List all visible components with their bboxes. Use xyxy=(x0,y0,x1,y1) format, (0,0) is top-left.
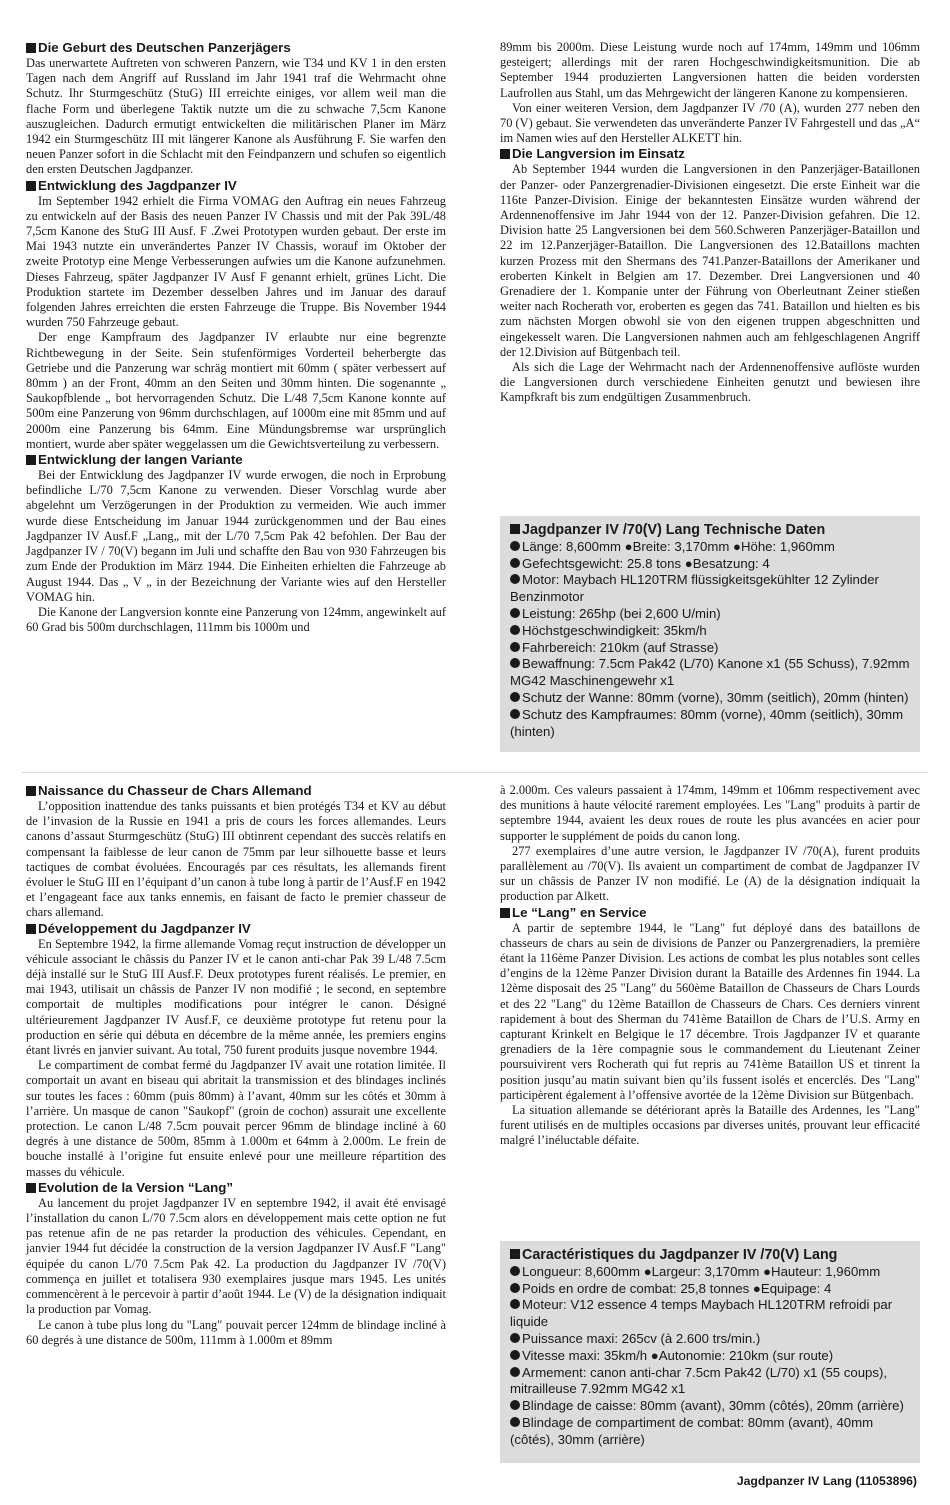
spec-title: Jagdpanzer IV /70(V) Lang Technische Daten xyxy=(510,522,910,539)
paragraph: Ab September 1944 wurden die Langversionen in den Panzerjäger-Bataillonen der Panzer- oder Panzergrenadier-Divisionen eingesetzt. Die erste Einheit war die 116te Panzer-Division. Einige der bekanntesten Einsätze wurden während der Ardennenoffensive im Jahr 1944 von der 12. Panzer-Division gefahren. Die 12. Division hatte 25 Langversionen bei dem 560.Schweren Panzerjäger-Bataillon und 22 im 12.Panzerjäger-Bataillon. Die Langversionen des 12.Bataillons machten kurzen Prozess mit den Shermans des 741.Panzer-Bataillons der Amerikaner und eroberten Kinkelt in Belgien am 17. Dezember. Drei Langversionen und 40 Grenadiere der 1. Kompanie unter der Führung von Oberleutnant Zeiner stießen weiter nach Rocherath vor, eroberten es gegen das 741. Bataillon und hielten es bis zum nächsten Morgen obwohl sie von den eigenen truppen abgeschnitten und eingekesselt waren. Die Langversionen nahmen auch am fehlgeschlagenen Angriff der 12.Division auf Bütgenbach teil. xyxy=(500,162,920,359)
footer-caption: Jagdpanzer IV Lang (11053896) xyxy=(736,1474,917,1488)
bullet-icon xyxy=(510,1299,520,1309)
spec-row: Poids en ordre de combat: 25,8 tonnes ●Equipage: 4 xyxy=(510,1281,910,1298)
spec-row: Armement: canon anti-char 7.5cm Pak42 (L/70) x1 (55 coups), mitrailleuse 7.92mm MG42 x1 xyxy=(510,1364,888,1397)
spec-row: Leistung: 265hp (bei 2,600 U/min) xyxy=(510,606,910,623)
spec-row: Schutz des Kampfraumes: 80mm (vorne), 40mm (seitlich), 30mm (hinten) xyxy=(510,706,904,739)
bullet-icon xyxy=(510,1367,520,1377)
heading-square-icon xyxy=(26,1183,36,1193)
paragraph: En Septembre 1942, la firme allemande Vomag reçut instruction de développer un véhicule associant le châssis du Panzer IV et le canon anti-char Pak 39 L/48 7.5cm déjà installé sur le StuG III Ausf.F. Deux prototypes furent réalisés. Le premier, en mai 1943, utilisait un châssis de Panzer IV non modifié ; le second, en septembre comportait de multiples modifications pour intégrer le canon. Désigné ultérieurement Jagdpanzer IV Ausf.F, ce deuxième prototype fut retenu pour la production en série qui débuta en décembre de la même année, les premiers engins étant livrés en janvier suivant. Au total, 750 furent produits jusque novembre 1944. xyxy=(26,936,446,1058)
paragraph: Als sich die Lage der Wehrmacht nach der Ardennenoffensive auflöste wurden die Langversionen durch verschiedene Einheiten genutzt und bewiesen ihre Kampfkraft bis zum endgültigen Zusammenbruch. xyxy=(500,360,920,405)
bullet-icon xyxy=(510,558,520,568)
bullet-icon xyxy=(510,1400,520,1410)
spec-row: Fahrbereich: 210km (auf Strasse) xyxy=(510,640,910,657)
heading-square-icon xyxy=(26,786,36,796)
heading-development-jagdpanzer-iv: Entwicklung des Jagdpanzer IV xyxy=(26,178,446,194)
spec-row: Höchstgeschwindigkeit: 35km/h xyxy=(510,623,910,640)
bullet-icon xyxy=(510,658,520,668)
french-column-left xyxy=(26,783,446,1348)
spec-row: Moteur: V12 essence 4 temps Maybach HL120TRM refroidi par liquide xyxy=(510,1297,893,1330)
bullet-icon xyxy=(510,692,520,702)
heading-birth-of-tank-hunter: Naissance du Chasseur de Chars Allemand xyxy=(26,783,446,799)
heading-square-icon xyxy=(26,181,36,191)
heading-square-icon xyxy=(26,43,36,53)
paragraph: Au lancement du projet Jagdpanzer IV en septembre 1942, il avait été envisagé l’installation du canon L/70 7.5cm alors en développement mais cette option ne fut pas retenue afin de ne pas retarder la production des véhicules. Cependant, en janvier 1944 fut décidée la construction de la version Jagdpanzer IV Ausf.F "Lang" équipée du canon L/70 7.5cm Pak 42. La production du Jagdpanzer IV /70(V) commença en juillet et totalisera 930 exemplaires jusque mars 1945. Les unités commencèrent à le percevoir à partir d’août 1944. Le (V) de la désignation indiquait la production par Vomag. xyxy=(26,1195,446,1317)
paragraph: A partir de septembre 1944, le "Lang" fut déployé dans des bataillons de chasseurs de chars au sein de divisions de Panzer ou Panzergrenadiers, la première étant la 116ème Panzer Division. Les actions de combat les plus notables sont celles d’engins de la 12ème Panzer Division durant la Bataille des Ardennes fin 1944. La 12ème disposait des 25 "Lang" du 560ème Bataillon de Chasseurs de Chars Lourds et des 22 "Lang" du 12ème Bataillon de Chasseurs de Chars. Ces derniers vinrent rapidement à bout des Sherman du 741ème Bataillon de Chars de l’U.S. Army en capturant Krinkelt en Belgique le 17 décembre. Trois Jagdpanzer IV et quarante grenadiers de la 1ère compagnie sous le commandement du Lieutenant Zeiner poursuivirent vers Rocherath qui fut repris au 741ème Bataillon US et tinrent la position jusqu’au matin suivant bien qu’ils fussent isolés et encerclés. Des "Lang" participèrent également à l’offensive avortée de la 12ème Division sur Bütgenbach. xyxy=(500,920,920,1102)
spec-row: Vitesse maxi: 35km/h ●Autonomie: 210km (sur route) xyxy=(510,1348,910,1365)
section-divider xyxy=(22,772,928,773)
heading-long-version-in-action: Die Langversion im Einsatz xyxy=(500,146,920,162)
bullet-icon xyxy=(510,574,520,584)
paragraph: La situation allemande se détériorant après la Bataille des Ardennes, les "Lang" furent utilisés en de multiples occasions par diverses unités, prouvant leur efficacité malgré l’inéluctable défaite. xyxy=(500,1103,920,1148)
spec-row: Gefechtsgewicht: 25.8 tons ●Besatzung: 4 xyxy=(510,556,910,573)
spec-box-french xyxy=(500,1241,920,1463)
spec-row: Blindage de compartiment de combat: 80mm (avant), 40mm (côtés), 30mm (arrière) xyxy=(510,1414,874,1447)
spec-row: Longueur: 8,600mm ●Largeur: 3,170mm ●Hauteur: 1,960mm xyxy=(510,1264,910,1281)
heading-birth-of-panzerjaeger: Die Geburt des Deutschen Panzerjägers xyxy=(26,40,446,56)
paragraph: Der enge Kampfraum des Jagdpanzer IV erlaubte nur eine begrenzte Richtbewegung in der Seite. Sein stufenförmiges Vorderteil beherbergte das Getriebe und die Panzerung war schräg montiert mit 60mm ( später verbessert auf 80mm ) an der Front, 40mm an den Seiten und 30mm hinten. Die sogenannte „ Saukopfblende „ bot hervorragenden Schutz. Die L/48 7,5cm Kanone konnte auf 500m eine Panzerung von 96mm durchschlagen, auf 1000m eine mit 85mm und auf 2000m eine Panzerung bis 64mm. Eine Mündungsbremse war ursprünglich montiert, wurde aber später weggelassen um die Gewichtsverteilung zu verbessern. xyxy=(26,330,446,451)
bullet-icon xyxy=(510,625,520,635)
paragraph: Von einer weiteren Version, dem Jagdpanzer IV /70 (A), wurden 277 neben den 70 (V) gebaut. Sie verwendeten das unveränderte Panzer IV Fahrgestell und das „A“ im Namen wies auf den Hersteller ALKETT hin. xyxy=(500,100,920,146)
bullet-icon xyxy=(510,1283,520,1293)
bullet-icon xyxy=(510,608,520,618)
paragraph: Im September 1942 erhielt die Firma VOMAG den Auftrag ein neues Fahrzeug zu entwickeln auf der Basis des neuen Panzer IV Chassis und mit der Pak 39L/48 7,5cm Kanone des StuG III Ausf. F .Zwei Prototypen wurden gebaut. Der erste im Mai 1943 nutzte ein unverändertes Panzer IV Chassis, worauf im Oktober der zweite Prototyp eine Menge Verbesserungen aufwies um die Kanone aufzunehmen. Dieses Fahrzeug, später Jagdpanzer IV Ausf F genannt erhielt, grünes Licht. Die Produktion startete im Dezember desselben Jahres und im Januar des darauf folgenden Jahres erreichten die ersten Fahrzeuge die Truppe. Bis November 1944 wurden 750 Fahrzeuge gebaut. xyxy=(26,193,446,330)
heading-lang-in-service: Le “Lang” en Service xyxy=(500,905,920,921)
paragraph: Le canon à tube plus long du "Lang" pouvait percer 124mm de blindage incliné à 60 degrés à une distance de 500m, 111mm à 1.000m et 89mm xyxy=(26,1317,446,1347)
bullet-icon xyxy=(510,709,520,719)
spec-row: Schutz der Wanne: 80mm (vorne), 30mm (seitlich), 20mm (hinten) xyxy=(510,690,910,707)
heading-square-icon xyxy=(500,908,510,918)
spec-row: Motor: Maybach HL120TRM flüssigkeitsgekühlter 12 Zylinder Benzinmotor xyxy=(510,572,879,605)
spec-row: Blindage de caisse: 80mm (avant), 30mm (côtés), 20mm (arrière) xyxy=(510,1398,910,1415)
french-column-right xyxy=(500,783,920,1149)
spec-row: Puissance maxi: 265cv (à 2.600 trs/min.) xyxy=(510,1331,910,1348)
bullet-icon xyxy=(510,541,520,551)
spec-title: Caractéristiques du Jagdpanzer IV /70(V) Lang xyxy=(510,1247,910,1264)
bullet-icon xyxy=(510,642,520,652)
paragraph: 277 exemplaires d’une autre version, le Jagdpanzer IV /70(A), furent produits parallèlement au /70(V). Ils avaient un compartiment de combat de Jagdpanzer IV sur un châssis de Panzer IV non modifié. Le (A) de la désignation indiquait la production par Alkett. xyxy=(500,843,920,904)
heading-square-icon xyxy=(26,455,36,465)
bullet-icon xyxy=(510,1266,520,1276)
bullet-icon xyxy=(510,1350,520,1360)
heading-lang-evolution: Evolution de la Version “Lang” xyxy=(26,1180,446,1196)
spec-box-german xyxy=(500,516,920,752)
paragraph: L’opposition inattendue des tanks puissants et bien protégés T34 et KV au début de l’invasion de la Russie en 1941 a pris de cours les forces allemandes. Leurs canons d’assaut Sturmgeschütz (StuG) III obtinrent cependant des succès relatifs en compensant la faiblesse de leur canon de 75mm par leur silhouette basse et leurs tactiques de combat évoluées. Encouragés par ces résultats, les allemands firent évoluer le StuG III en l’équipant d’un canon à tube long à partir de l’Ausf.F en 1942 et l’engageant face aux tanks ennemis, en faisant de facto le premier chasseur de chars allemand. xyxy=(26,799,446,920)
paragraph: Das unerwartete Auftreten von schweren Panzern, wie T34 und KV 1 in den ersten Tagen nach dem Angriff auf Russland im Jahr 1941 traf die Wehrmacht ohne Schutz. Ihr Sturmgeschütz (StuG) III erreichte einiges, vor allem weil man die flache Form und überlegene Taktik nutzte um die zu schwache 7,5cm Kanone auszugleichen. Dadurch ermutigt entwickelten die militärischen Planer im März 1942 ein Sturmgeschütz III mit längerer Kanone als Ausführung F. Sie warfen den neuen Panzer sofort in die Schlacht mit den Feindpanzern und schufen so eigentlich den ersten Deutschen Jagdpanzer. xyxy=(26,56,446,177)
heading-square-icon xyxy=(26,924,36,934)
german-column-right xyxy=(500,40,920,406)
heading-long-variant: Entwicklung der langen Variante xyxy=(26,452,446,468)
paragraph: Bei der Entwicklung des Jagdpanzer IV wurde erwogen, die noch in Erprobung befindliche L/70 7,5cm Kanone zu verwenden. Dieser Vorschlag wurde aber abgelehnt um Verzögerungen in der Produktion zu vermeiden. Wie auch immer wurde diese Entscheidung im Januar 1944 zurückgenommen und der Bau eines Jagdpanzer IV Ausf.F „Lang„ mit der L/70 7,5cm Pak 42 befohlen. Der Bau der Jagdpanzer IV / 70(V) begann im Juli und schaffte den Bau von 930 Fahrzeugen bis zum Ende der Produktion im März 1944. Die Einheiten erhielten die Fahrzeuge ab August 1944. Das „ V „ in der Bezeichnung der Variante wies auf den Hersteller VOMAG hin. xyxy=(26,468,446,604)
paragraph: Le compartiment de combat fermé du Jagdpanzer IV avait une rotation limitée. Il comportait un avant en biseau qui abritait la transmission et des blindages inclinés sur toutes les faces : 60mm (puis 80mm) à l’avant, 40mm sur les côtés et 30mm à l’arrière. Un masque de canon "Saukopf" (groin de cochon) assurait une excellente protection. Le canon L/48 7.5cm pouvait percer 96mm de blindage incliné à 60 degrés à une distance de 500m, 85mm à 1.000m et 64mm à 2.000m. Le frein de bouche installé à l’origine fut ensuite enlevé pour une meilleure répartition des masses du véhicule. xyxy=(26,1058,446,1179)
heading-development-jagdpanzer-iv-fr: Développement du Jagdpanzer IV xyxy=(26,921,446,937)
spec-row: Länge: 8,600mm ●Breite: 3,170mm ●Höhe: 1,960mm xyxy=(510,539,910,556)
paragraph: Die Kanone der Langversion konnte eine Panzerung von 124mm, angewinkelt auf 60 Grad bis 500m durchschlagen, 111mm bis 1000m und xyxy=(26,604,446,635)
paragraph: 89mm bis 2000m. Diese Leistung wurde noch auf 174mm, 149mm und 106mm gesteigert; allerdings mit der raren Hochgeschwindigkeitsmunition. Die ab September 1944 produzierten Langversionen hatten die beiden vordersten Laufrollen aus Stahl, um das Mehrgewicht der längeren Kanone zu kompensieren. xyxy=(500,40,920,100)
bullet-icon xyxy=(510,1333,520,1343)
paragraph: à 2.000m. Ces valeurs passaient à 174mm, 149mm et 106mm respectivement avec des munitions à haute vélocité rarement employées. Les "Lang" produits à partir de septembre 1944, avaient les deux roues de route les plus avancées en acier pour supporter le supplément de poids du canon long. xyxy=(500,783,920,843)
german-column-left xyxy=(26,40,446,635)
bullet-icon xyxy=(510,1417,520,1427)
heading-square-icon xyxy=(500,149,510,159)
spec-row: Bewaffnung: 7.5cm Pak42 (L/70) Kanone x1 (55 Schuss), 7.92mm MG42 Maschinengewehr x1 xyxy=(510,656,910,689)
